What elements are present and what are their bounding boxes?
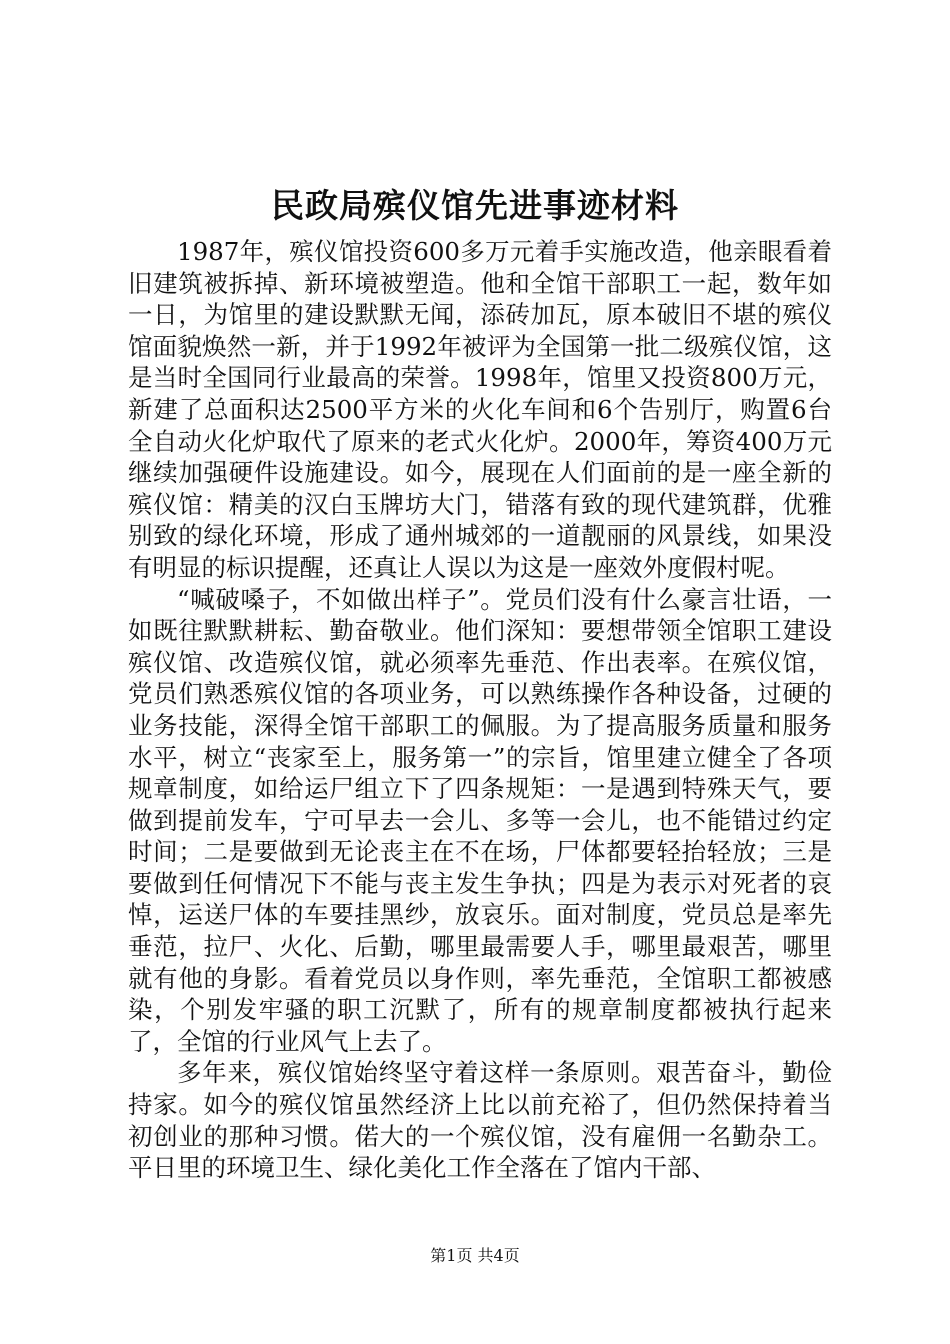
paragraph-2: “喊破嗓子，不如做出样子”。党员们没有什么豪言壮语，一如既往默默耕耘、勤奋敬业。他们深知：要想带领全馆职工建设殡仪馆、改造殡仪馆，就必须率先垂范、作出表率。在殡仪馆，党员们熟悉殡仪馆的各项业务，可以熟练操作各种设备，过硬的业务技能，深得全馆干部职工的佩服。为了提高服务质量和服务水平，树立“丧家至上，服务第一”的宗旨，馆里建立健全了各项规章制度，如给运尸组立下了四条规矩：一是遇到特殊天气，要做到提前发车，宁可早去一会儿、多等一会儿，也不能错过约定时间；二是要做到无论丧主在不在场，尸体都要轻抬轻放；三是要做到任何情况下不能与丧主发生争执；四是为表示对死者的哀悼，运送尸体的车要挂黑纱，放哀乐。面对制度，党员总是率先垂范，拉尸、火化、后勤，哪里最需要人手，哪里最艰苦，哪里就有他的身影。看着党员以身作则，率先垂范，全馆职工都被感染，个别发牢骚的职工沉默了，所有的规章制度都被执行起来了，全馆的行业风气上去了。 <box>128 584 832 1056</box>
paragraph-1: 1987年，殡仪馆投资600多万元着手实施改造，他亲眼看着旧建筑被拆掉、新环境被塑造。他和全馆干部职工一起，数年如一日，为馆里的建设默默无闻，添砖加瓦，原本破旧不堪的殡仪馆面貌焕然一新，并于1992年被评为全国第一批二级殡仪馆，这是当时全国同行业最高的荣誉。1998年，馆里又投资800万元，新建了总面积达2500平方米的火化车间和6个告别厅，购置6台全自动火化炉取代了原来的老式火化炉。2000年，筹资400万元继续加强硬件设施建设。如今，展现在人们面前的是一座全新的殡仪馆：精美的汉白玉牌坊大门，错落有致的现代建筑群，优雅别致的绿化环境，形成了通州城郊的一道靓丽的风景线，如果没有明显的标识提醒，还真让人误以为这是一座效外度假村呢。 <box>128 237 832 582</box>
document-title: 民政局殡仪馆先进事迹材料 <box>271 186 679 225</box>
page-number: 第1页 共4页 <box>430 1246 520 1265</box>
paragraph-3: 多年来，殡仪馆始终坚守着这样一条原则。艰苦奋斗，勤俭持家。如今的殡仪馆虽然经济上比以前充裕了，但仍然保持着当初创业的那种习惯。偌大的一个殡仪馆，没有雇佣一名勤杂工。平日里的环境卫生、绿化美化工作全落在了馆内干部、 <box>128 1058 832 1183</box>
page-footer <box>0 1245 950 1267</box>
document-body <box>128 236 832 1184</box>
